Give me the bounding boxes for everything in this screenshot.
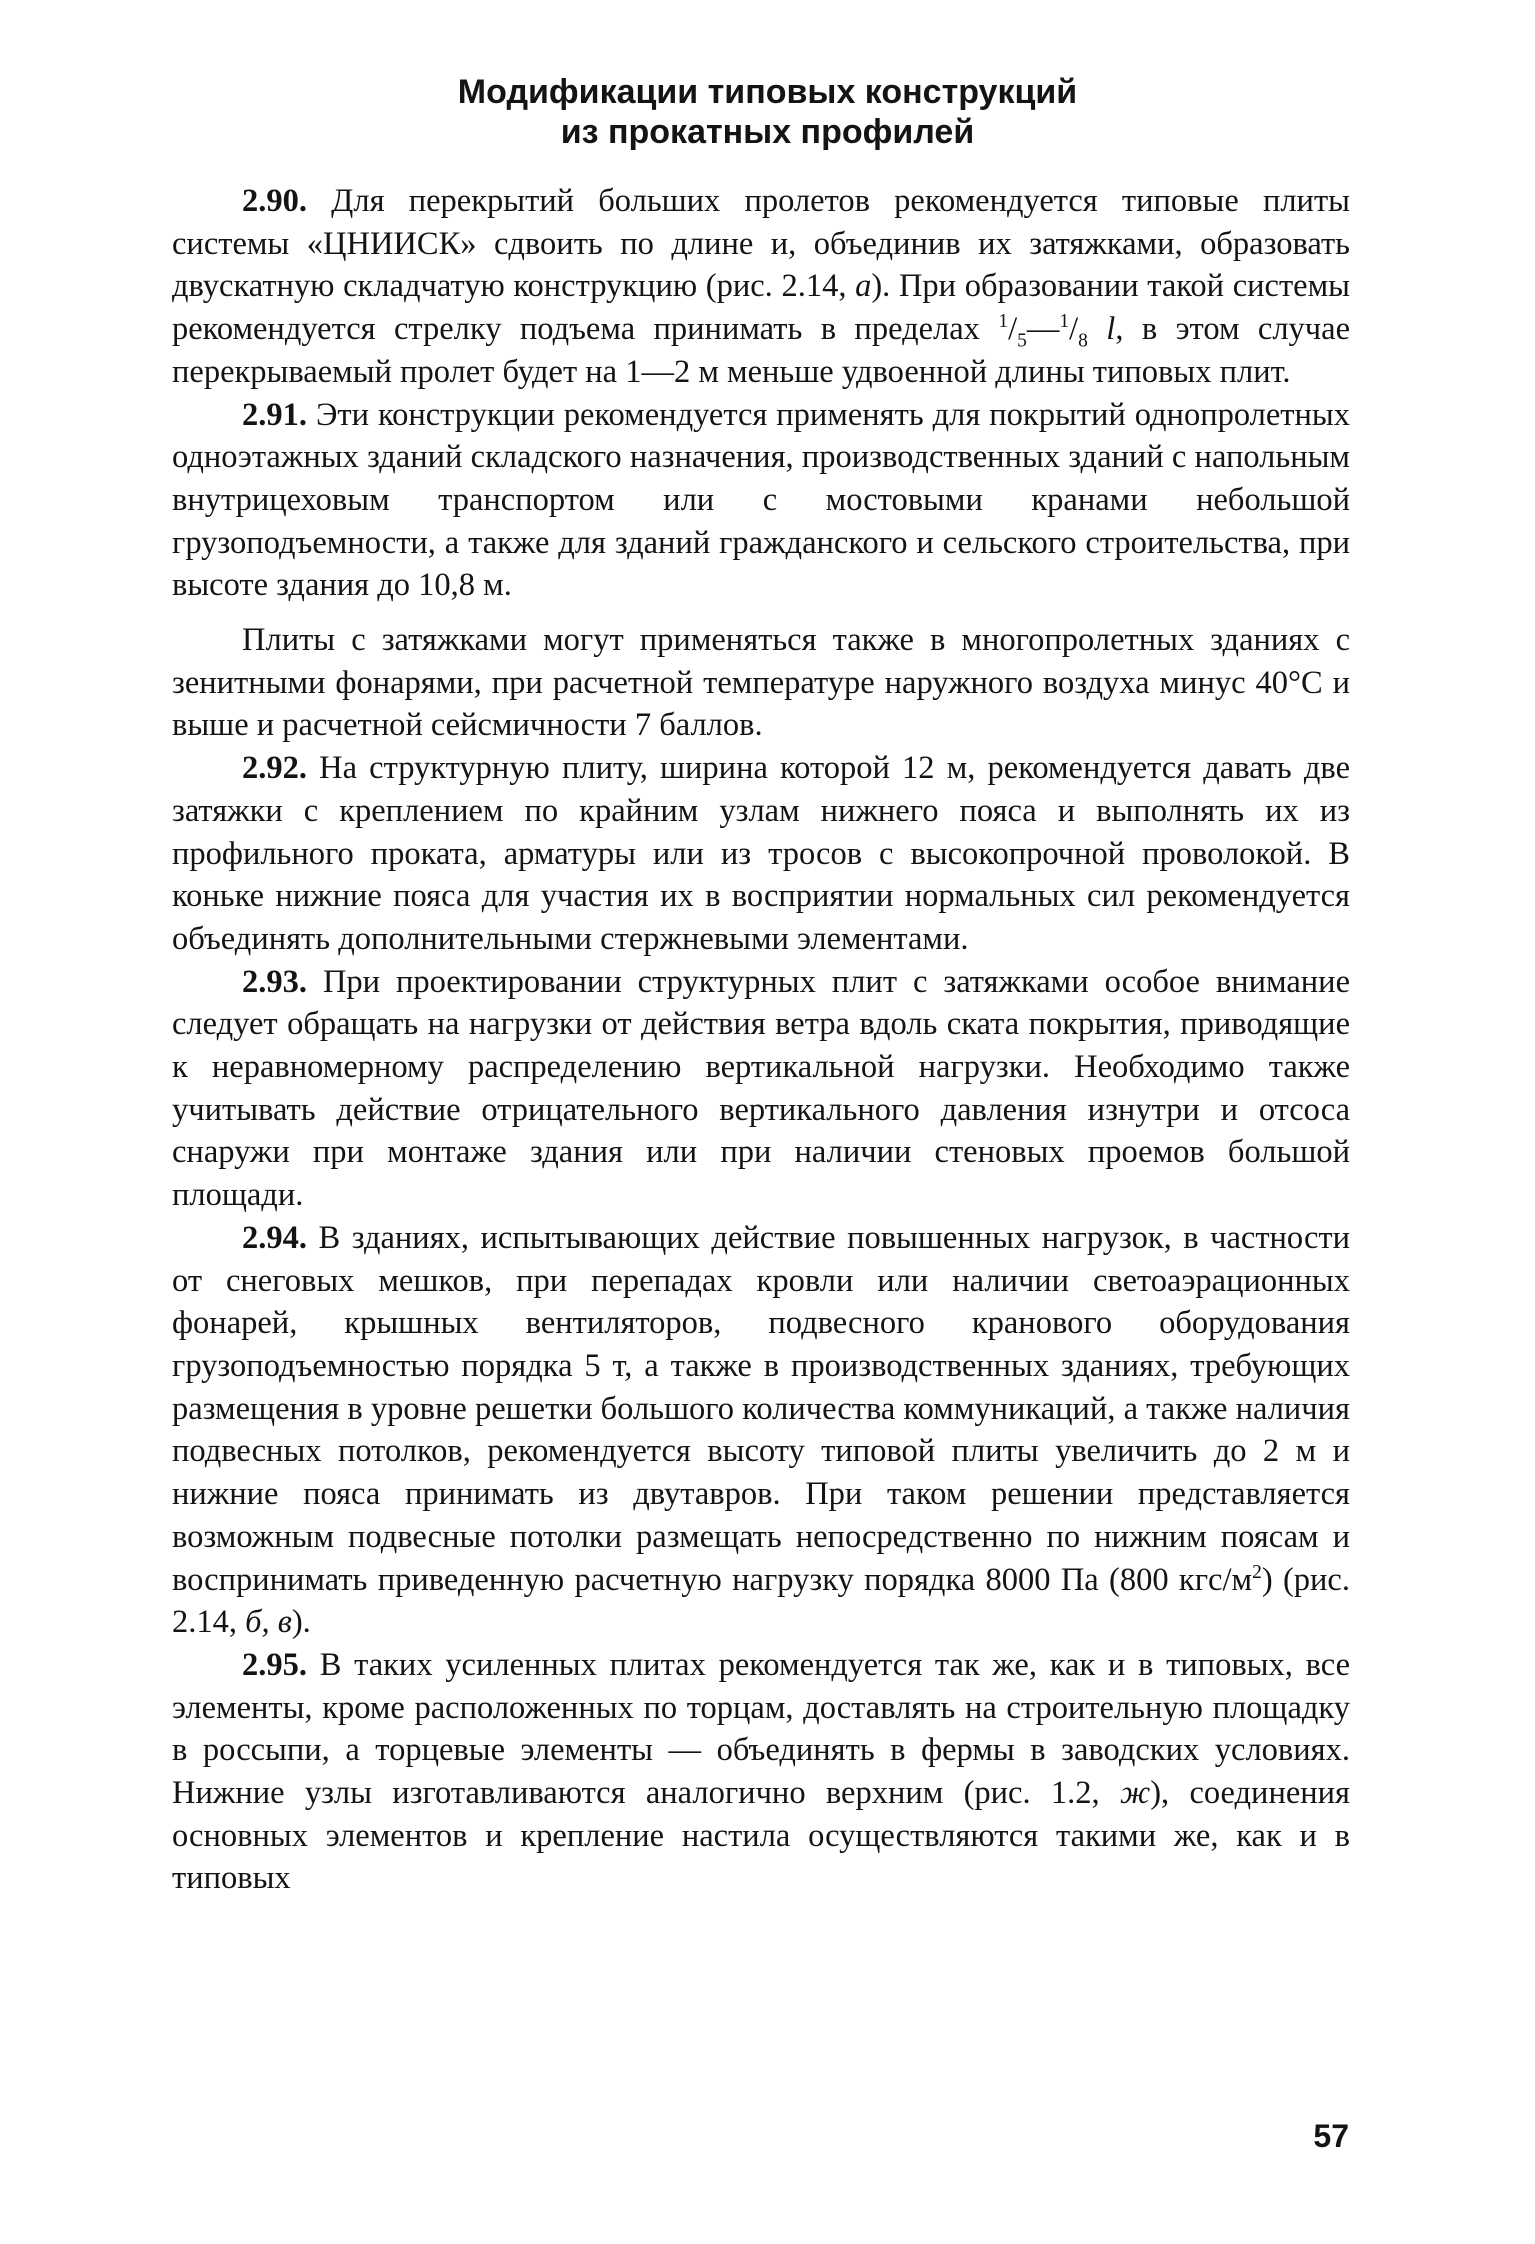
paragraph-number: 2.95.: [242, 1646, 307, 1683]
paragraph-2-95: 2.95. В таких усиленных плитах рекомендуется так же, как и в типовых, все элементы, кроме расположенных по торцам, доставлять на строительную площадку в россыпи, а торцевые элементы — объединять в фермы в заводских условиях. Нижние узлы изготавливаются аналогично верхним (рис. 1.2, ж), соединения основных элементов и крепление настила осуществляются такими же, как и в типовых: [172, 1646, 1350, 1897]
paragraph-number: 2.90.: [242, 183, 307, 219]
paragraph-2-94: 2.94. В зданиях, испытывающих действие повышенных нагрузок, в частности от снеговых мешков, при перепадах кровли или наличии светоаэрационных фонарей, крышных вентиляторов, подвесного кранового оборудования грузоподъемностью порядка 5 т, а также в производственных зданиях, требующих размещения в уровне решетки большого количества коммуникаций, а также наличия подвесных потолков, рекомендуется высоту типовой плиты увеличить до 2 м и нижние пояса принимать из двутавров. При таком решении представляется возможным подвесные потолки размещать непосредственно по нижним поясам и воспринимать приведенную расчетную нагрузку порядка 8000 Па (800 кгс/$м^2$) (рис. 2.14, б, в).: [172, 1219, 1350, 1641]
heading-line-1: Модификации типовых конструкций: [457, 73, 1078, 111]
page-number: 57: [1313, 2118, 1349, 2154]
paragraph-2-93: 2.93. При проектировании структурных плит с затяжками особое внимание следует обращать на нагрузки от действия ветра вдоль ската покрытия, приводящие к неравномерному распределению вертикальной нагрузки. Необходимо также учитывать действие отрицательного вертикального давления изнутри и отсоса снаружи при монтаже здания или при наличии стеновых проемов большой площади.: [172, 963, 1350, 1214]
heading-line-2: из прокатных профилей: [560, 113, 975, 151]
paragraph-number: 2.94.: [242, 1219, 307, 1256]
paragraph-2-90: 2.90. Для перекрытий больших пролетов рекомендуется типовые плиты системы «ЦНИИСК» сдвоить по длине и, объединив их затяжками, образовать двускатную складчатую конструкцию (рис. 2.14, а). При образовании такой системы рекомендуется стрелку подъема принимать в пределах $^1/_5—^1/_8$ l, в этом случае перекрываемый пролет будет на 1—2 м меньше удвоенной длины типовых плит.: [172, 183, 1351, 390]
paragraph-plates-with-ties: Плиты с затяжками могут применяться также в многопролетных зданиях с зенитными фонарями, при расчетной температуре наружного воздуха минус 40°С и выше и расчетной сейсмичности 7 баллов.: [172, 622, 1350, 744]
paragraph-2-91: 2.91. Эти конструкции рекомендуется применять для покрытий однопролетных одноэтажных зданий складского назначения, производственных зданий с напольным внутрицеховым транспортом или с мостовыми кранами небольшой грузоподъемности, а также для зданий гражданского и сельского строительства, при высоте здания до 10,8 м.: [172, 396, 1350, 604]
paragraph-number: 2.93.: [242, 963, 307, 1000]
paragraph-number: 2.92.: [242, 750, 307, 787]
paragraph-2-92: 2.92. На структурную плиту, ширина которой 12 м, рекомендуется давать две затяжки с креплением по крайним узлам нижнего пояса и выполнять их из профильного проката, арматуры или из тросов с высокопрочной проволокой. В коньке нижние пояса для участия их в восприятии нормальных сил рекомендуется объединять дополнительными стержневыми элементами.: [172, 750, 1350, 957]
body-text: [172, 180, 1350, 1900]
section-heading: [0, 72, 1535, 152]
paragraph-number: 2.91.: [242, 396, 307, 433]
